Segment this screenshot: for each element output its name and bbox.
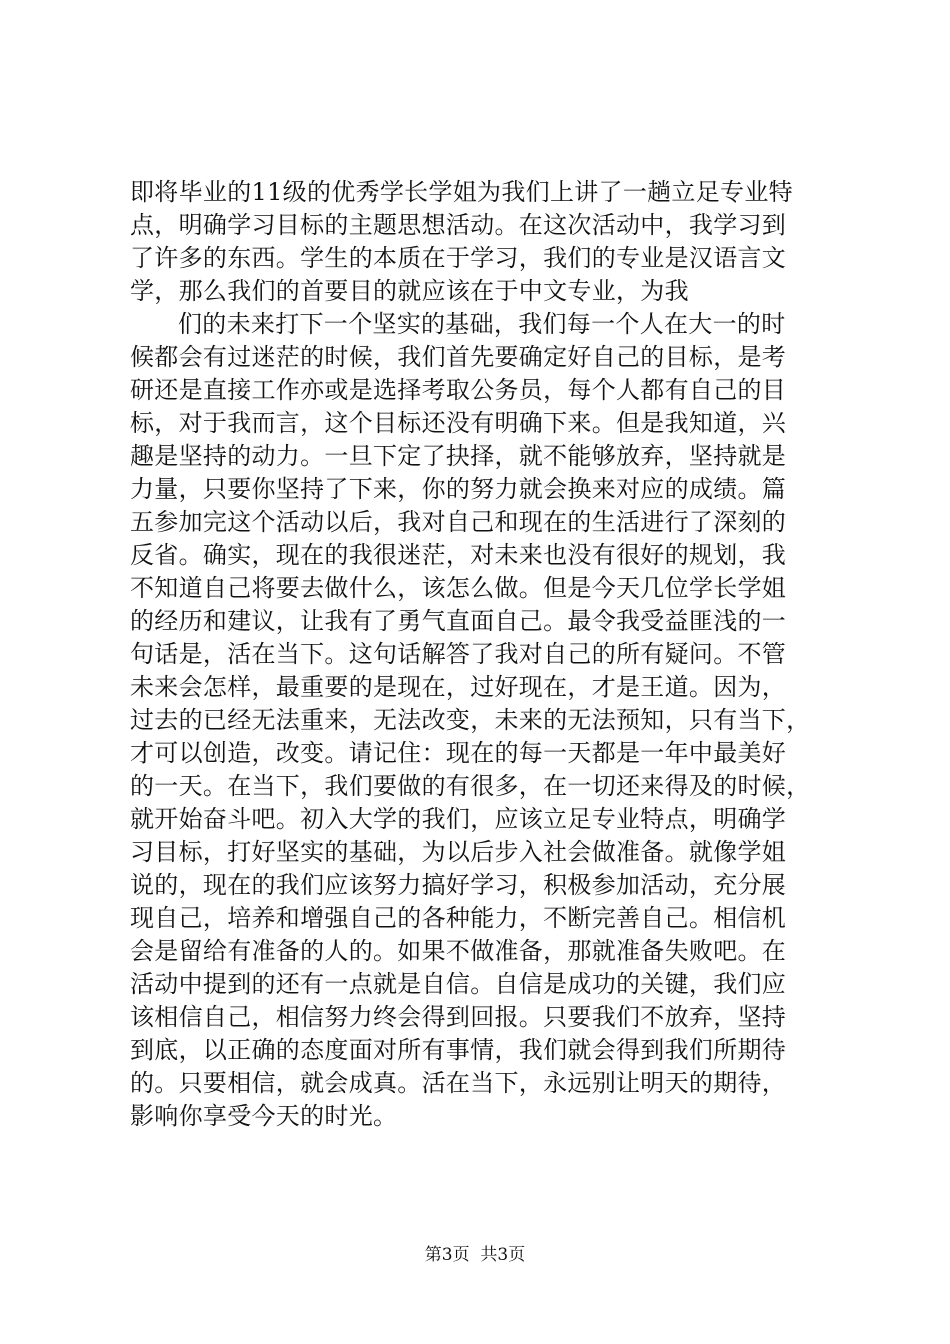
text-line: 就开始奋斗吧。初入大学的我们，应该立足专业特点，明确学 (130, 805, 787, 833)
text-line: 研还是直接工作亦或是选择考取公务员，每个人都有自己的目 (130, 376, 787, 404)
text-line: 五参加完这个活动以后，我对自己和现在的生活进行了深刻的 (130, 508, 787, 536)
text-line: 们的未来打下一个坚实的基础，我们每一个人在大一的时 (178, 310, 786, 338)
text-line: 影响你享受今天的时光。 (130, 1102, 398, 1130)
text-line: 说的，现在的我们应该努力搞好学习，积极参加活动，充分展 (130, 871, 787, 899)
text-line: 会是留给有准备的人的。如果不做准备，那就准备失败吧。在 (130, 937, 787, 965)
text-line: 现自己，培养和增强自己的各种能力，不断完善自己。相信机 (130, 904, 787, 932)
page-number-label: 第3页 共3页 (424, 1245, 526, 1265)
text-line: 学，那么我们的首要目的就应该在于中文专业，为我 (130, 277, 689, 305)
text-line: 即将毕业的11级的优秀学长学姐为我们上讲了一趟立足专业特 (130, 178, 793, 206)
text-line: 到底，以正确的态度面对所有事情，我们就会得到我们所期待 (130, 1036, 787, 1064)
body-text (130, 176, 830, 1133)
text-line: 点，明确学习目标的主题思想活动。在这次活动中，我学习到 (130, 211, 787, 239)
text-line: 过去的已经无法重来，无法改变，未来的无法预知，只有当下， (130, 706, 811, 734)
text-line: 趣是坚持的动力。一旦下定了抉择，就不能够放弃，坚持就是 (130, 442, 787, 470)
text-line: 力量，只要你坚持了下来，你的努力就会换来对应的成绩。篇 (130, 475, 787, 503)
text-line: 反省。确实，现在的我很迷茫，对未来也没有很好的规划，我 (130, 541, 787, 569)
text-line: 不知道自己将要去做什么，该怎么做。但是今天几位学长学姐 (130, 574, 787, 602)
text-line: 候都会有过迷茫的时候，我们首先要确定好自己的目标，是考 (130, 343, 787, 371)
text-line: 该相信自己，相信努力终会得到回报。只要我们不放弃，坚持 (130, 1003, 787, 1031)
text-line: 标，对于我而言，这个目标还没有明确下来。但是我知道，兴 (130, 409, 787, 437)
text-line: 的。只要相信，就会成真。活在当下，永远别让明天的期待， (130, 1069, 787, 1097)
text-line: 的经历和建议，让我有了勇气直面自己。最令我受益匪浅的一 (130, 607, 787, 635)
text-line: 活动中提到的还有一点就是自信。自信是成功的关键，我们应 (130, 970, 787, 998)
page-footer (0, 1243, 950, 1267)
text-line: 的一天。在当下，我们要做的有很多，在一切还来得及的时候， (130, 772, 811, 800)
text-line: 句话是，活在当下。这句话解答了我对自己的所有疑问。不管 (130, 640, 787, 668)
text-line: 未来会怎样，最重要的是现在，过好现在，才是王道。因为， (130, 673, 787, 701)
text-line: 才可以创造，改变。请记住：现在的每一天都是一年中最美好 (130, 739, 787, 767)
text-line: 了许多的东西。学生的本质在于学习，我们的专业是汉语言文 (130, 244, 787, 272)
text-line: 习目标，打好坚实的基础，为以后步入社会做准备。就像学姐 (130, 838, 787, 866)
